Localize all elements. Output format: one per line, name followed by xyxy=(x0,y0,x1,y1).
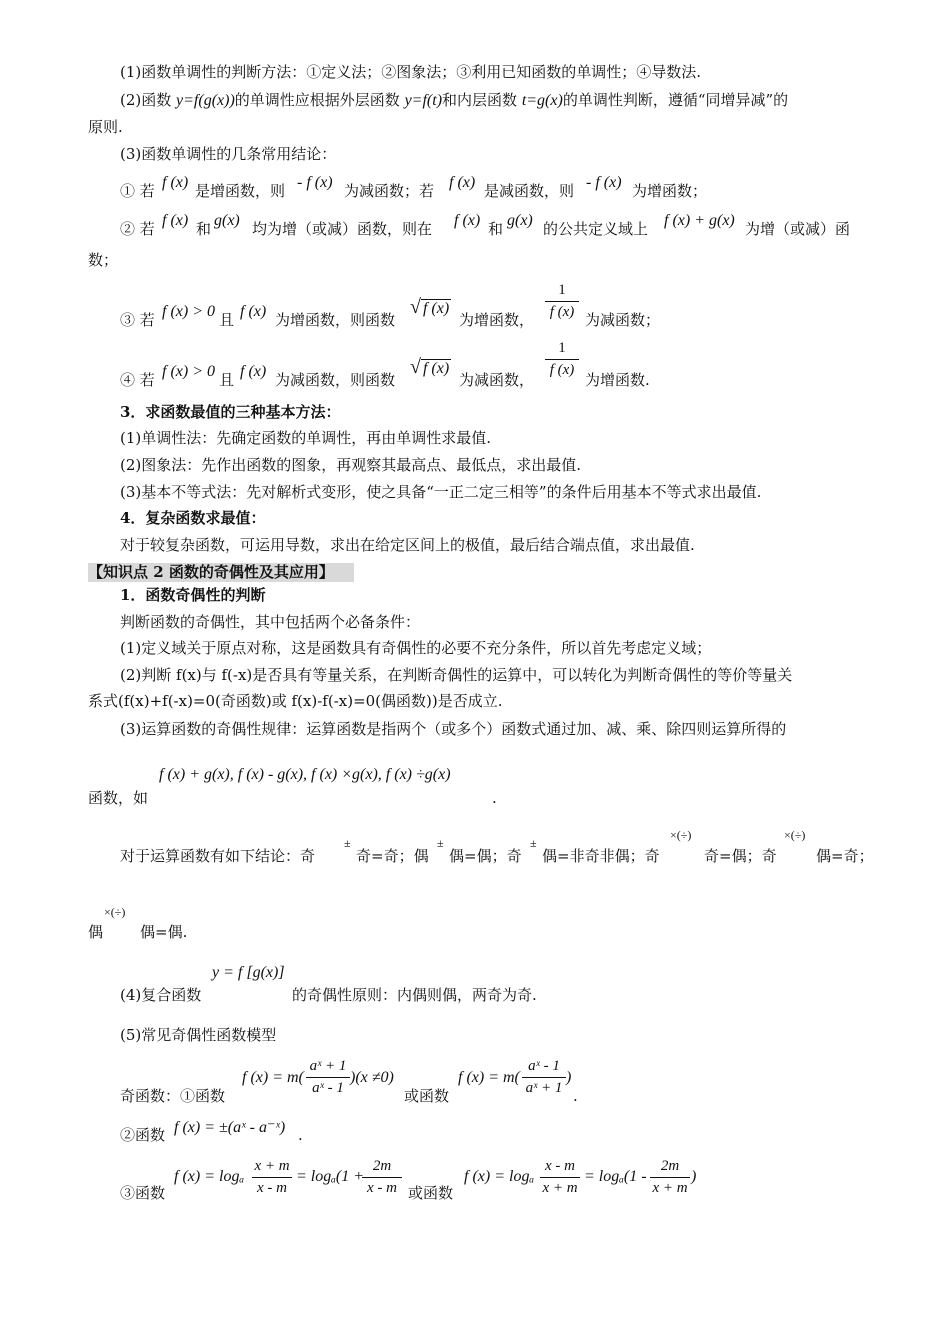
times-divide-symbol: ×(÷) xyxy=(670,828,692,842)
method-monotonic: (1)单调性法：先确定函数的单调性，再由单调性求最值. xyxy=(120,429,492,447)
fraction: x - m x + m xyxy=(540,1158,580,1197)
formula-fx: f (x) xyxy=(162,212,189,229)
plus-minus-symbol: ± xyxy=(437,836,444,850)
knowledge-point-2-tag: 【知识点 2 函数的奇偶性及其应用】 xyxy=(88,563,354,582)
formula-fx-positive: f (x) > 0 xyxy=(162,363,215,380)
formula-fx-plus-gx: f (x) + g(x) xyxy=(664,212,735,229)
formula-fx: f (x) xyxy=(240,303,267,320)
complex-extreme-text: 对于较复杂函数，可运用导数，求出在给定区间上的极值，最后结合端点值，求出最值. xyxy=(120,536,695,554)
conclusion-1: ① 若 xyxy=(120,182,155,200)
monotonicity-methods: (1)函数单调性的判断方法：①定义法；②图象法；③利用已知函数的单调性；④导数法. xyxy=(120,63,702,81)
parity-operation-rule: (3)运算函数的奇偶性规律：运算函数是指两个（或多个）函数式通过加、减、乘、除四则运算所得的 xyxy=(120,720,787,738)
times-divide-symbol: ×(÷) xyxy=(104,905,126,919)
formula-fx: f (x) xyxy=(162,174,189,191)
operation-conclusions: 对于运算函数有如下结论：奇 xyxy=(120,847,316,865)
formula-odd-2: f (x) = ±(aˣ - a⁻ˣ) xyxy=(174,1119,286,1136)
odd-model-2: ②函数 xyxy=(120,1126,166,1144)
formula-odd-3a: f (x) = logₐ xyxy=(174,1168,245,1185)
formula-odd-1b: f (x) = m( xyxy=(458,1069,520,1086)
formula-fx: f (x) xyxy=(454,212,481,229)
formula-gx: g(x) xyxy=(214,212,240,229)
conclusion-2: ② 若 xyxy=(120,220,155,238)
section-heading-complex-extreme: 4．复杂函数求最值： xyxy=(120,509,266,527)
formula-sqrt-fx: √ f (x) xyxy=(410,356,450,378)
composite-rule-line1: (2)函数 y=f(g(x))的单调性应根据外层函数 y=f(t)和内层函数 t=g(x)的单调性判断，遵循“同增异减”的 xyxy=(120,91,789,109)
section-heading-extreme-methods: 3．求函数最值的三种基本方法： xyxy=(120,403,341,421)
times-divide-symbol: ×(÷) xyxy=(784,828,806,842)
formula-reciprocal-fx: 1 f (x) xyxy=(545,340,579,379)
formula-odd-3b: f (x) = logₐ xyxy=(464,1168,535,1185)
parity-condition-2-cont: 系式(f(x)+f(-x)=0(奇函数)或 f(x)-f(-x)=0(偶函数))是否成立. xyxy=(88,692,503,710)
formula-fx: f (x) xyxy=(449,174,476,191)
formula-fx-positive: f (x) > 0 xyxy=(162,303,215,320)
conclusion-4: ④ 若 xyxy=(120,371,155,389)
formula-neg-fx: - f (x) xyxy=(297,174,333,191)
formula-sqrt-fx: √ f (x) xyxy=(410,296,450,318)
odd-model-3: ③函数 xyxy=(120,1184,166,1202)
conclusion-3: ③ 若 xyxy=(120,311,155,329)
fraction: aˣ + 1 aˣ - 1 xyxy=(306,1058,350,1097)
fraction: x + m x - m xyxy=(252,1158,292,1197)
composite-parity: (4)复合函数 xyxy=(120,986,202,1004)
method-inequality: (3)基本不等式法：先对解析式变形，使之具备“一正二定三相等”的条件后用基本不等式求出最值. xyxy=(120,483,762,501)
fraction: 2m x - m xyxy=(362,1158,402,1197)
formula-gx: g(x) xyxy=(507,212,533,229)
formula-fx: f (x) xyxy=(240,363,267,380)
fraction: aˣ - 1 aˣ + 1 xyxy=(522,1058,566,1097)
parity-heading: 1．函数奇偶性的判断 xyxy=(120,586,266,604)
formula-operations: f (x) + g(x), f (x) - g(x), f (x) ×g(x), f (x) ÷g(x) xyxy=(159,766,451,783)
formula-neg-fx: - f (x) xyxy=(586,174,622,191)
formula-odd-1a: f (x) = m( xyxy=(242,1069,304,1086)
plus-minus-symbol: ± xyxy=(344,836,351,850)
common-conclusions-heading: (3)函数单调性的几条常用结论： xyxy=(120,145,337,163)
composite-rule-line2: 原则. xyxy=(88,118,123,136)
odd-model-1: 奇函数：①函数 xyxy=(120,1087,226,1105)
method-graph: (2)图象法：先作出函数的图象，再观察其最高点、最低点，求出最值. xyxy=(120,456,582,474)
parity-models-heading: (5)常见奇偶性函数模型 xyxy=(120,1026,277,1044)
parity-operation-example: 函数，如 xyxy=(88,789,149,807)
formula-composite: y = f [g(x)] xyxy=(212,964,285,981)
parity-intro: 判断函数的奇偶性，其中包括两个必备条件： xyxy=(120,613,421,631)
formula-reciprocal-fx: 1 f (x) xyxy=(545,282,579,321)
parity-condition-1: (1)定义域关于原点对称，这是函数具有奇偶性的必要不充分条件，所以首先考虑定义域； xyxy=(120,639,712,657)
parity-condition-2: (2)判断 f(x)与 f(-x)是否具有等量关系，在判断奇偶性的运算中，可以转化为判断奇偶性的等价等量关 xyxy=(120,666,793,684)
plus-minus-symbol: ± xyxy=(530,836,537,850)
fraction: 2m x + m xyxy=(650,1158,690,1197)
